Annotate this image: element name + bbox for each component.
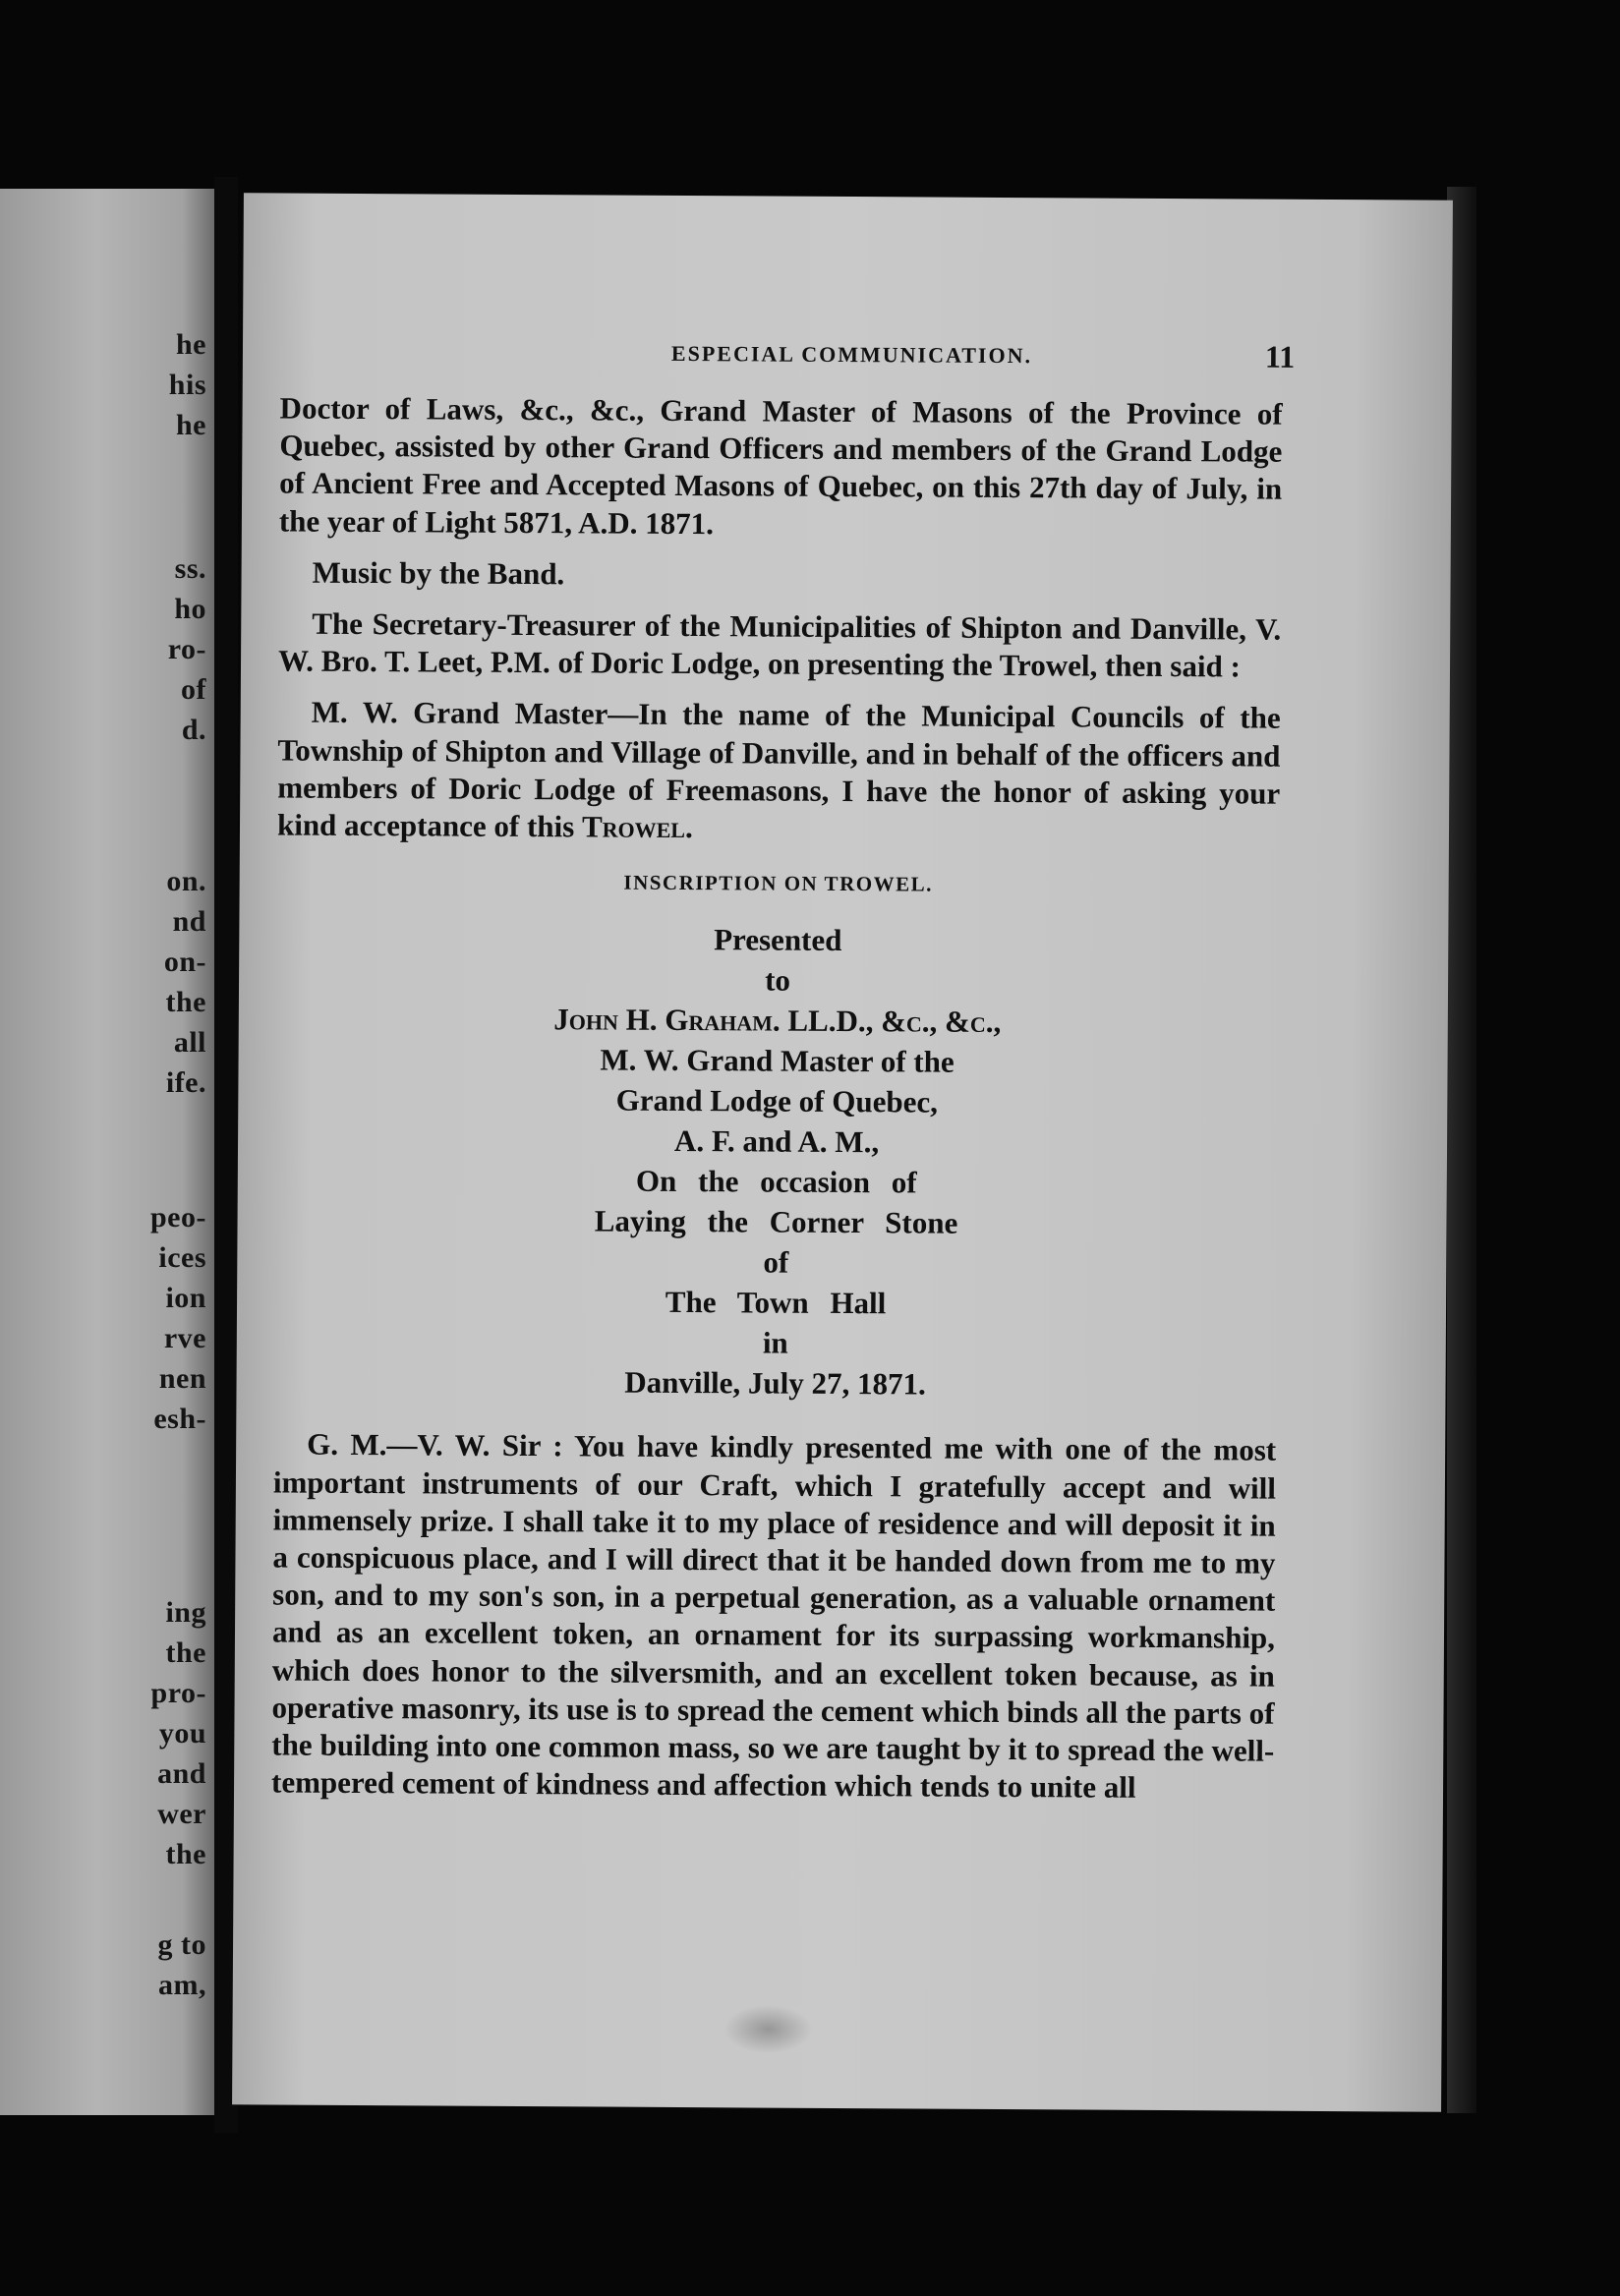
page-edge xyxy=(1447,187,1476,2113)
left-page-text-fragment: he xyxy=(176,328,206,361)
left-page-text-fragment: you xyxy=(158,1717,206,1750)
left-page-text-fragment: on. xyxy=(166,865,206,897)
inscription-line: John H. Graham. LL.D., &c., &c., xyxy=(553,1002,1002,1040)
left-page-text-fragment: the xyxy=(165,1838,206,1870)
left-page-text-fragment: nen xyxy=(158,1362,206,1395)
left-page-fragment xyxy=(0,189,214,2115)
section-heading: INSCRIPTION ON TROWEL. xyxy=(623,870,933,896)
inscription-line: Danville, July 27, 1871. xyxy=(624,1365,926,1402)
trowel-word: Trowel. xyxy=(581,809,693,845)
inscription-block xyxy=(273,917,1279,1406)
inscription-line: On the occasion of xyxy=(635,1164,917,1200)
left-page-text-fragment: all xyxy=(173,1026,206,1059)
inscription-line: in xyxy=(762,1325,788,1361)
left-page-text-fragment: g to xyxy=(157,1928,206,1961)
left-page-text-fragment: of xyxy=(181,673,206,706)
left-page-text-fragment: ices xyxy=(158,1241,206,1274)
running-head: ESPECIAL COMMUNICATION. xyxy=(670,340,1033,369)
left-page-text-fragment: wer xyxy=(157,1798,206,1830)
inscription-line: of xyxy=(763,1244,789,1281)
paragraph: The Secretary-Treasurer of the Municipalities of Shipton and Danville, V. W. Bro. T. Leet, P.M. of Doric Lodge, on presenting the Trowel, then said : xyxy=(277,605,1282,684)
inscription-line: Laying the Corner Stone xyxy=(594,1203,958,1241)
left-page-text-fragment: peo- xyxy=(150,1201,206,1234)
page-number: 11 xyxy=(1264,338,1296,374)
reply-paragraph: G. M.—V. W. Sir : You have kindly presented me with one of the most important instruments of our Craft, which I gratefully accept and will immensely prize. I shall take it to my place of residence and will deposit it in a conspicuous place, and I will direct that it be handed down from me to my son, and to my son's son, in a perpetual generation, as a valuable ornament and as an excellent token, an ornament for its surpassing workmanship, which does honor to the silversmith, and an excellent token because, as in operative masonry, its use is to spread the cement which binds all the parts of the building into one common mass, so we are taught by it to spread the well-tempered cement of kindness and affection which tends to unite all xyxy=(270,1427,1277,1806)
paragraph-text: M. W. Grand Master—In the name of the Municipal Councils of the Township of Shipton and Village of Danville, and in behalf of the officers and members of Doric Lodge of Freemasons, I have the honor of asking your kind acceptance of this xyxy=(276,695,1281,844)
left-page-text-fragment: ife. xyxy=(165,1066,206,1099)
left-page-text-fragment: the xyxy=(165,986,206,1018)
left-page-text-fragment: on- xyxy=(163,946,206,978)
book-page xyxy=(232,193,1453,2111)
paragraph xyxy=(277,694,1281,850)
left-page-text-fragment: his xyxy=(168,369,206,401)
left-page-text-fragment: nd xyxy=(172,905,206,938)
inscription-line: Presented xyxy=(714,922,842,958)
left-page-text-fragment: he xyxy=(176,409,206,441)
left-page-text-fragment: esh- xyxy=(153,1403,206,1435)
inscription-line: The Town Hall xyxy=(665,1285,887,1321)
inscription-line: M. W. Grand Master of the xyxy=(600,1042,955,1080)
page-header xyxy=(243,338,1452,385)
left-page-text-fragment: ss. xyxy=(174,552,206,585)
left-page-text-fragment: pro- xyxy=(150,1677,206,1709)
left-page-text-fragment: rve xyxy=(163,1322,206,1354)
inscription-line: Grand Lodge of Quebec, xyxy=(615,1083,939,1120)
left-page-text-fragment: ing xyxy=(165,1596,206,1629)
left-page-text-fragment: ro- xyxy=(167,633,206,665)
ink-smudge xyxy=(723,2004,812,2054)
inscription-line: to xyxy=(765,962,791,999)
paragraph: Music by the Band. xyxy=(312,554,565,592)
left-page-text-fragment: and xyxy=(157,1757,206,1790)
left-page-text-fragment: ho xyxy=(174,593,206,625)
page-body xyxy=(271,389,1283,1821)
inscription-line: A. F. and A. M., xyxy=(673,1123,880,1160)
left-page-text-fragment: ion xyxy=(165,1282,206,1314)
left-page-text-fragment: am, xyxy=(158,1969,206,2001)
left-page-text-fragment: the xyxy=(165,1636,206,1669)
left-page-text-fragment: d. xyxy=(181,714,206,746)
paragraph: Doctor of Laws, &c., &c., Grand Master of Masons of the Province of Quebec, assisted by other Grand Officers and members of the Grand Lodge of Ancient Free and Accepted Masons of Quebec, on this 27th day of July, in the year of Light 5871, A.D. 1871. xyxy=(278,390,1283,541)
